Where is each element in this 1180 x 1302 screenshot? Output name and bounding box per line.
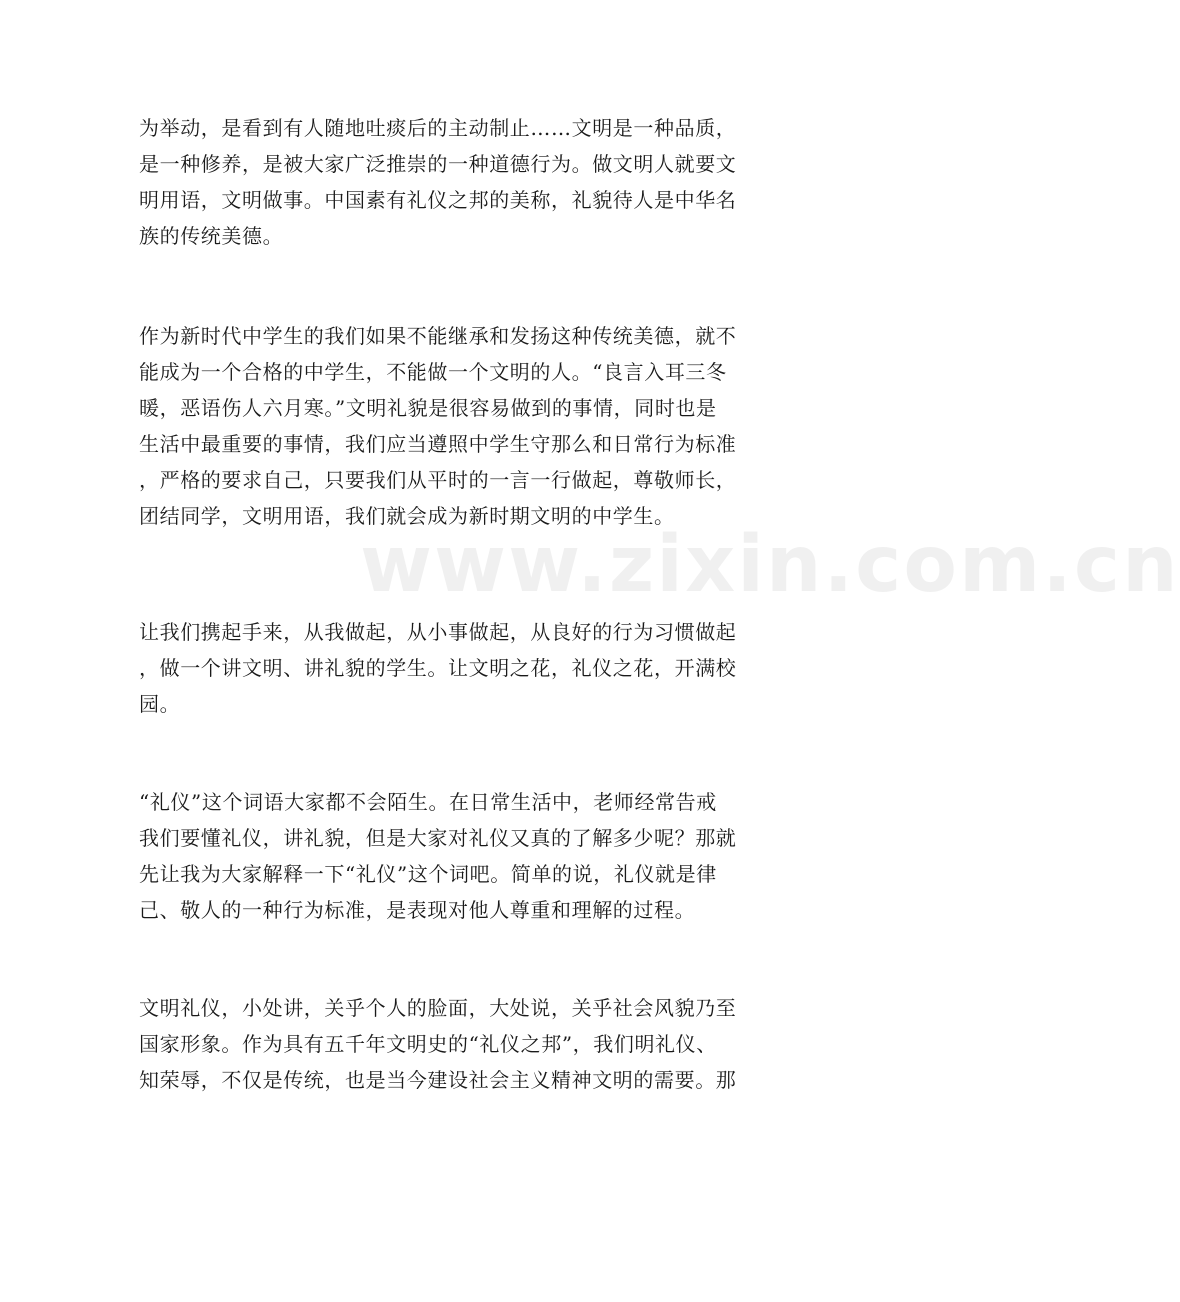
text-line: 让我们携起手来，从我做起，从小事做起，从良好的行为习惯做起: [139, 620, 737, 644]
text-line: 明用语，文明做事。中国素有礼仪之邦的美称，礼貌待人是中华名: [139, 188, 737, 212]
paragraph-3: [139, 614, 789, 722]
text-line: 作为新时代中学生的我们如果不能继承和发扬这种传统美德，就不: [139, 324, 737, 348]
text-line: “礼仪”这个词语大家都不会陌生。在日常生活中，老师经常告戒: [139, 790, 717, 814]
text-line: ，做一个讲文明、讲礼貌的学生。让文明之花，礼仪之花，开满校: [139, 656, 737, 680]
text-line: 生活中最重要的事情，我们应当遵照中学生守那么和日常行为标准: [139, 432, 737, 456]
text-line: 先让我为大家解释一下“礼仪”这个词吧。简单的说，礼仪就是律: [139, 862, 717, 886]
text-line: 暖，恶语伤人六月寒。”文明礼貌是很容易做到的事情，同时也是: [139, 396, 717, 420]
text-line: 团结同学，文明用语，我们就会成为新时期文明的中学生。: [139, 504, 675, 528]
text-line: 国家形象。作为具有五千年文明史的“礼仪之邦”，我们明礼仪、: [139, 1032, 717, 1056]
text-line: 能成为一个合格的中学生，不能做一个文明的人。“良言入耳三冬: [139, 360, 727, 384]
text-line: 我们要懂礼仪，讲礼貌，但是大家对礼仪又真的了解多少呢？那就: [139, 826, 737, 850]
paragraph-2: [139, 318, 789, 534]
text-line: 知荣辱，不仅是传统，也是当今建设社会主义精神文明的需要。那: [139, 1068, 737, 1092]
text-line: 己、敬人的一种行为标准，是表现对他人尊重和理解的过程。: [139, 898, 696, 922]
text-line: ，严格的要求自己，只要我们从平时的一言一行做起，尊敬师长，: [139, 468, 737, 492]
text-line: 是一种修养，是被大家广泛推崇的一种道德行为。做文明人就要文: [139, 152, 737, 176]
paragraph-1: [139, 110, 789, 254]
text-line: 族的传统美德。: [139, 224, 284, 248]
paragraph-5: [139, 990, 789, 1098]
text-line: 园。: [139, 692, 181, 716]
text-line: 为举动，是看到有人随地吐痰后的主动制止……文明是一种品质，: [139, 116, 737, 140]
watermark: www.zixin.com.cn: [360, 520, 1180, 610]
paragraph-4: [139, 784, 789, 928]
text-line: 文明礼仪，小处讲，关乎个人的脸面，大处说，关乎社会风貌乃至: [139, 996, 737, 1020]
